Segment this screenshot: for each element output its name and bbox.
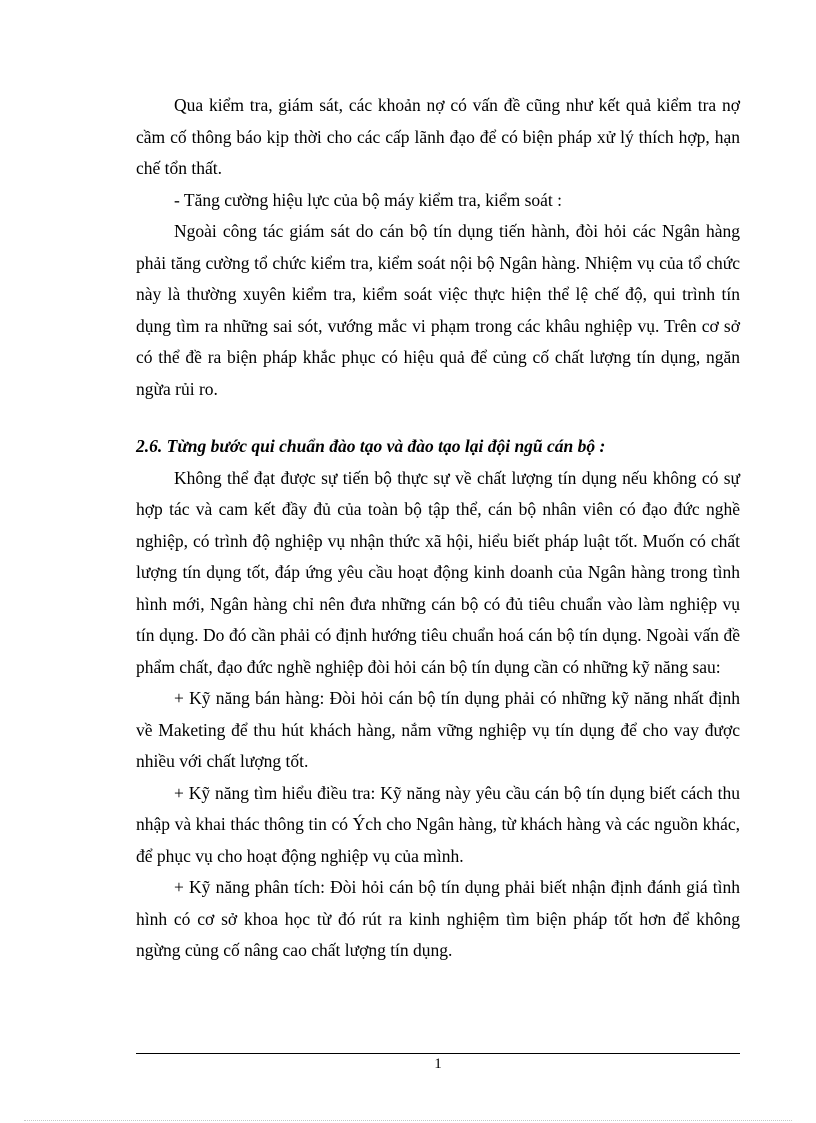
paragraph-sales-skill: + Kỹ năng bán hàng: Đòi hỏi cán bộ tín dụng phải có những kỹ năng nhất định về Maketing để thu hút khách hàng, nắm vững nghiệp vụ tín dụng để cho vay được nhiều với chất lượng tốt. (136, 688, 740, 771)
page-number: 1 (434, 1056, 442, 1072)
paragraph-staff-quality: Không thể đạt được sự tiến bộ thực sự về chất lượng tín dụng nếu không có sự hợp tác và cam kết đầy đủ của toàn bộ tập thể, cán bộ nhân viên có đạo đức nghề nghiệp, có trình độ nghiệp vụ nhận thức xã hội, hiểu biết pháp luật tốt. Muốn có chất lượng tín dụng tốt, đáp ứng yêu cầu hoạt động kinh doanh của Ngân hàng trong tình hình mới, Ngân hàng chỉ nên đưa những cán bộ có đủ tiêu chuẩn vào làm nghiệp vụ tín dụng. Do đó cần phải có định hướng tiêu chuẩn hoá cán bộ tín dụng. Ngoài vấn đề phẩm chất, đạo đức nghề nghiệp đòi hỏi cán bộ tín dụng cần có những kỹ năng sau: (136, 467, 740, 677)
footer-divider (136, 1053, 740, 1054)
document-body (136, 90, 740, 967)
paragraph-analysis-skill: + Kỹ năng phân tích: Đòi hỏi cán bộ tín dụng phải biết nhận định đánh giá tình hình có cơ sở khoa học từ đó rút ra kinh nghiệm tìm biện pháp tốt hơn để không ngừng củng cố nâng cao chất lượng tín dụng. (136, 877, 740, 960)
paragraph-loan-monitoring: Qua kiểm tra, giám sát, các khoản nợ có vấn đề cũng như kết quả kiểm tra nợ cầm cố thông báo kịp thời cho các cấp lãnh đạo để có biện pháp xử lý thích hợp, hạn chế tổn thất. (136, 95, 740, 178)
page-boundary (24, 1120, 792, 1121)
paragraph-strengthen-control: - Tăng cường hiệu lực của bộ máy kiểm tra, kiểm soát : (174, 189, 562, 210)
paragraph-internal-audit: Ngoài công tác giám sát do cán bộ tín dụng tiến hành, đòi hỏi các Ngân hàng phải tăng cường tổ chức kiểm tra, kiểm soát nội bộ Ngân hàng. Nhiệm vụ của tổ chức này là thường xuyên kiểm tra, kiểm soát việc thực hiện thể lệ chế độ, qui trình tín dụng tìm ra những sai sót, vướng mắc vi phạm trong các khâu nghiệp vụ. Trên cơ sở có thể đề ra biện pháp khắc phục có hiệu quả để củng cố chất lượng tín dụng, ngăn ngừa rủi ro. (136, 221, 740, 399)
paragraph-research-skill: + Kỹ năng tìm hiểu điều tra: Kỹ năng này yêu cầu cán bộ tín dụng biết cách thu nhập và khai thác thông tin có Ých cho Ngân hàng, từ khách hàng và các nguồn khác, để phục vụ cho hoạt động nghiệp vụ của mình. (136, 782, 740, 866)
section-heading: 2.6. Từng bước qui chuẩn đào tạo và đào tạo lại đội ngũ cán bộ : (136, 436, 606, 456)
